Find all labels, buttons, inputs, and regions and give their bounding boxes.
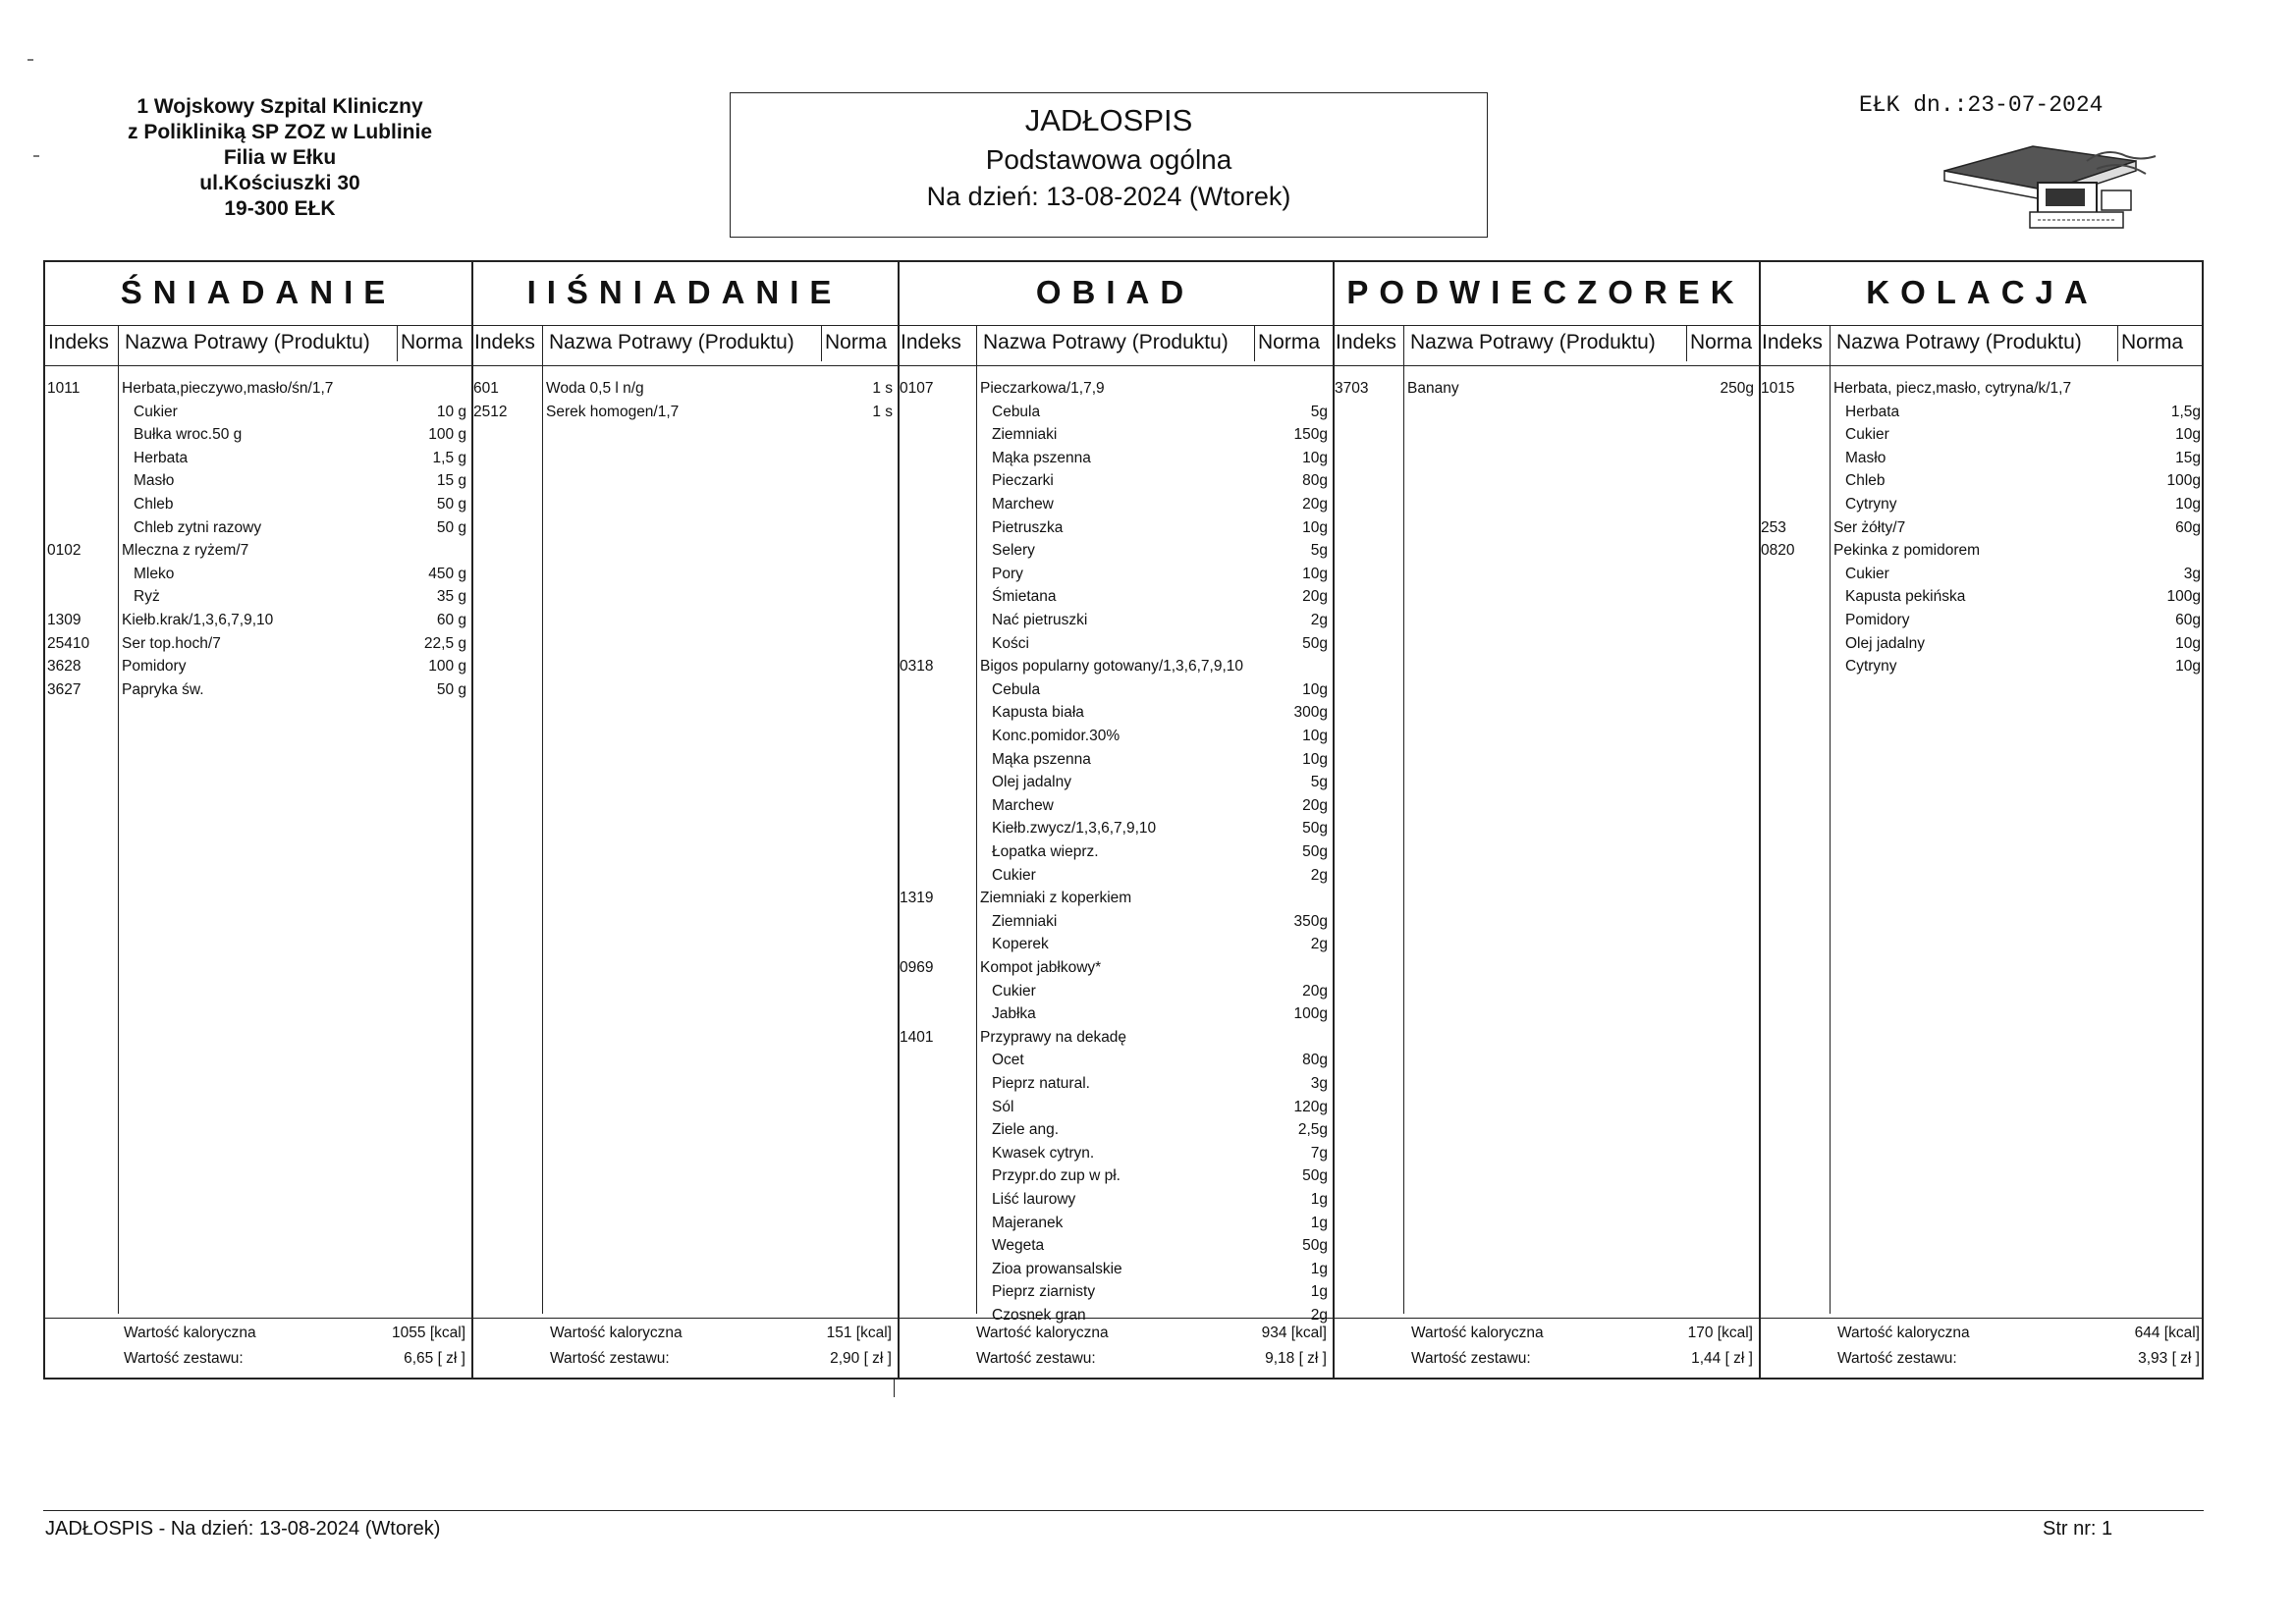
ingredient-name: Majeranek: [992, 1214, 1064, 1231]
norma-column-divider: [1686, 325, 1687, 361]
scan-mark: [27, 59, 33, 61]
ingredient-name: Wegeta: [992, 1237, 1045, 1255]
item-index: 0820: [1761, 542, 1795, 560]
dish-name: Ser żółty/7: [1833, 518, 1906, 536]
item-norma: 2,5g: [1297, 1121, 1328, 1139]
column-header-norma: Norma: [2121, 331, 2184, 353]
item-norma: 5g: [1310, 403, 1328, 420]
ingredient-name: Olej jadalny: [992, 774, 1071, 791]
ingredient-name: Chleb: [1845, 472, 1886, 490]
item-norma: 10g: [2175, 426, 2201, 444]
dish-name: Ser top.hoch/7: [122, 634, 221, 652]
ingredient-name: Ryż: [134, 588, 160, 606]
ingredient-name: Przypr.do zup w pł.: [992, 1167, 1121, 1185]
ingredient-name: Ocet: [992, 1052, 1024, 1069]
ingredient-name: Masło: [1845, 449, 1886, 466]
ingredient-name: Ziemniaki: [992, 912, 1058, 930]
calorie-value: 1055 [kcal]: [392, 1325, 465, 1341]
column-header-name: Nazwa Potrawy (Produktu): [549, 331, 794, 353]
item-index: 1401: [900, 1028, 934, 1046]
dish-name: Mleczna z ryżem/7: [122, 542, 249, 560]
meal-divider: [471, 262, 473, 1378]
column-header-norma: Norma: [1258, 331, 1321, 353]
set-value: 9,18 [ zł ]: [1265, 1350, 1327, 1367]
ingredient-name: Chleb: [134, 496, 174, 513]
item-norma: 80g: [1302, 472, 1328, 490]
item-norma: 50g: [1302, 820, 1328, 838]
set-value-label: Wartość zestawu:: [1411, 1350, 1531, 1367]
calorie-label: Wartość kaloryczna: [1837, 1325, 1970, 1341]
dish-name: Ziemniaki z koperkiem: [980, 890, 1132, 907]
diet-type: Podstawowa ogólna: [985, 144, 1232, 175]
item-norma: 100g: [2166, 472, 2201, 490]
dish-name: Woda 0,5 l n/g: [546, 380, 644, 397]
ingredient-name: Masło: [134, 472, 175, 490]
item-norma: 10g: [1302, 518, 1328, 536]
column-header-name: Nazwa Potrawy (Produktu): [1410, 331, 1656, 353]
set-value: 6,65 [ zł ]: [404, 1350, 465, 1367]
column-header-norma: Norma: [1690, 331, 1753, 353]
column-header-name: Nazwa Potrawy (Produktu): [1836, 331, 2082, 353]
column-header-name: Nazwa Potrawy (Produktu): [983, 331, 1229, 353]
item-norma: 1g: [1310, 1191, 1328, 1208]
item-norma: 100g: [1293, 1005, 1328, 1023]
footer-title: JADŁOSPIS - Na dzień: 13-08-2024 (Wtorek): [45, 1518, 441, 1540]
item-norma: 5g: [1310, 774, 1328, 791]
item-index: 3628: [47, 658, 82, 676]
ingredient-name: Mąka pszenna: [992, 449, 1091, 466]
item-norma: 250g: [1720, 380, 1754, 397]
item-norma: 10g: [1302, 565, 1328, 582]
item-norma: 15 g: [436, 472, 466, 490]
ingredient-name: Konc.pomidor.30%: [992, 728, 1121, 744]
ingredient-name: Czosnek gran: [992, 1307, 1086, 1324]
meal-heading: KOLACJA: [1866, 274, 2099, 310]
item-norma: 120g: [1293, 1098, 1328, 1115]
column-header-norma: Norma: [825, 331, 888, 353]
dish-name: Papryka św.: [122, 680, 204, 698]
item-norma: 50 g: [436, 496, 466, 513]
ingredient-name: Cukier: [992, 866, 1036, 884]
meal-divider: [898, 262, 900, 1378]
set-value: 2,90 [ zł ]: [830, 1350, 892, 1367]
index-column-divider: [118, 325, 119, 1314]
item-norma: 15g: [2175, 449, 2201, 466]
hospital-line: z Polikliniką SP ZOZ w Lublinie: [128, 121, 432, 143]
item-norma: 100g: [2166, 588, 2201, 606]
dish-name: Przyprawy na dekadę: [980, 1028, 1127, 1046]
item-norma: 150g: [1293, 426, 1328, 444]
ingredient-name: Selery: [992, 542, 1035, 560]
meal-heading: ŚNIADANIE: [120, 274, 397, 310]
item-index: 1015: [1761, 380, 1795, 397]
item-index: 0102: [47, 542, 82, 560]
item-norma: 10 g: [436, 403, 466, 420]
meal-heading: PODWIECZOREK: [1346, 274, 1745, 310]
item-norma: 1,5g: [2170, 403, 2201, 420]
item-norma: 1g: [1310, 1283, 1328, 1301]
column-header-norma: Norma: [401, 331, 464, 353]
hospital-line: Filia w Ełku: [223, 146, 337, 169]
set-value-label: Wartość zestawu:: [976, 1350, 1096, 1367]
ingredient-name: Olej jadalny: [1845, 634, 1925, 652]
item-norma: 10g: [2175, 658, 2201, 676]
ingredient-name: Marchew: [992, 796, 1054, 814]
calorie-label: Wartość kaloryczna: [976, 1325, 1109, 1341]
page-number: Str nr: 1: [2043, 1518, 2113, 1540]
ingredient-name: Cukier: [1845, 426, 1889, 444]
item-norma: 10g: [2175, 634, 2201, 652]
item-norma: 5g: [1310, 542, 1328, 560]
item-norma: 60g: [2175, 612, 2201, 628]
ingredient-name: Pieczarki: [992, 472, 1054, 490]
item-norma: 1 s: [872, 403, 893, 420]
item-norma: 1g: [1310, 1214, 1328, 1231]
ingredient-name: Cytryny: [1845, 658, 1897, 676]
hospital-line: 19-300 EŁK: [224, 197, 336, 220]
item-norma: 1g: [1310, 1260, 1328, 1277]
item-index: 601: [473, 380, 499, 397]
item-index: 3627: [47, 680, 82, 698]
item-norma: 1,5 g: [432, 449, 466, 466]
calorie-value: 644 [kcal]: [2134, 1325, 2200, 1341]
ingredient-name: Zioa prowansalskie: [992, 1260, 1122, 1277]
dish-name: Pomidory: [122, 658, 187, 676]
item-norma: 35 g: [436, 588, 466, 606]
hospital-address: [98, 94, 462, 222]
ingredient-name: Pietruszka: [992, 518, 1064, 536]
item-norma: 20g: [1302, 588, 1328, 606]
item-norma: 3g: [1310, 1075, 1328, 1092]
column-header-index: Indeks: [1336, 331, 1396, 353]
item-norma: 10g: [1302, 750, 1328, 768]
item-norma: 1 s: [872, 380, 893, 397]
ingredient-name: Cukier: [992, 982, 1036, 1000]
book-and-devices-clipart-icon: [1940, 141, 2165, 235]
ingredient-name: Bułka wroc.50 g: [134, 426, 243, 444]
item-norma: 450 g: [428, 565, 466, 582]
item-index: 0107: [900, 380, 934, 397]
index-column-divider: [976, 325, 977, 1314]
ingredient-name: Kapusta biała: [992, 704, 1084, 722]
ingredient-name: Pomidory: [1845, 612, 1910, 628]
index-column-divider: [1403, 325, 1404, 1314]
set-value-label: Wartość zestawu:: [1837, 1350, 1957, 1367]
ingredient-name: Ziele ang.: [992, 1121, 1060, 1139]
footer-divider: [43, 1510, 2204, 1511]
item-index: 1011: [47, 380, 81, 397]
column-header-name: Nazwa Potrawy (Produktu): [125, 331, 370, 353]
dish-name: Banany: [1407, 380, 1459, 397]
item-norma: 50 g: [436, 518, 466, 536]
item-index: 1309: [47, 612, 82, 628]
item-index: 0318: [900, 658, 934, 676]
summary-divider: [45, 1318, 2202, 1319]
dish-name: Herbata, piecz,masło, cytryna/k/1,7: [1833, 380, 2072, 397]
dish-name: Bigos popularny gotowany/1,3,6,7,9,10: [980, 658, 1243, 676]
calorie-label: Wartość kaloryczna: [1411, 1325, 1544, 1341]
meal-divider: [1759, 262, 1761, 1378]
item-norma: 10g: [1302, 680, 1328, 698]
ingredient-name: Pieprz natural.: [992, 1075, 1090, 1092]
ingredient-name: Nać pietruszki: [992, 612, 1088, 628]
column-header-divider: [45, 365, 2202, 366]
ingredient-name: Cebula: [992, 403, 1041, 420]
item-norma: 60 g: [436, 612, 466, 628]
item-norma: 2g: [1310, 936, 1328, 953]
ingredient-name: Marchew: [992, 496, 1054, 513]
calorie-label: Wartość kaloryczna: [550, 1325, 683, 1341]
column-divider: [894, 1380, 895, 1397]
item-index: 0969: [900, 959, 934, 976]
index-column-divider: [1830, 325, 1831, 1314]
item-norma: 20g: [1302, 796, 1328, 814]
ingredient-name: Kapusta pekińska: [1845, 588, 1966, 606]
item-norma: 50g: [1302, 1237, 1328, 1255]
column-header-index: Indeks: [1762, 331, 1823, 353]
index-column-divider: [542, 325, 543, 1314]
ingredient-name: Jabłka: [992, 1005, 1036, 1023]
item-norma: 22,5 g: [423, 634, 466, 652]
ingredient-name: Pieprz ziarnisty: [992, 1283, 1096, 1301]
place-date: EŁK dn.:23-07-2024: [1859, 92, 2104, 118]
ingredient-name: Sól: [992, 1098, 1014, 1115]
dish-name: Herbata,pieczywo,masło/śn/1,7: [122, 380, 334, 397]
column-header-index: Indeks: [48, 331, 109, 353]
item-norma: 350g: [1293, 912, 1328, 930]
ingredient-name: Chleb zytni razowy: [134, 518, 262, 536]
dish-name: Pekinka z pomidorem: [1833, 542, 1981, 560]
item-index: 2512: [473, 403, 508, 420]
ingredient-name: Pory: [992, 565, 1023, 582]
ingredient-name: Liść laurowy: [992, 1191, 1076, 1208]
item-norma: 10g: [2175, 496, 2201, 513]
item-norma: 50g: [1302, 634, 1328, 652]
norma-column-divider: [821, 325, 822, 361]
ingredient-name: Kwasek cytryn.: [992, 1144, 1095, 1162]
ingredient-name: Cukier: [1845, 565, 1889, 582]
item-index: 1319: [900, 890, 934, 907]
menu-date: Na dzień: 13-08-2024 (Wtorek): [926, 182, 1291, 211]
ingredient-name: Cebula: [992, 680, 1041, 698]
norma-column-divider: [397, 325, 398, 361]
item-norma: 100 g: [428, 426, 466, 444]
norma-column-divider: [1254, 325, 1255, 361]
ingredient-name: Ziemniaki: [992, 426, 1058, 444]
document-title: JADŁOSPIS: [1024, 103, 1193, 137]
item-norma: 2g: [1310, 1307, 1328, 1324]
dish-name: Kompot jabłkowy*: [980, 959, 1102, 976]
item-norma: 50 g: [436, 680, 466, 698]
item-norma: 80g: [1302, 1052, 1328, 1069]
column-header-index: Indeks: [901, 331, 961, 353]
ingredient-name: Cukier: [134, 403, 178, 420]
ingredient-name: Koperek: [992, 936, 1049, 953]
scan-mark: [33, 155, 39, 157]
item-norma: 7g: [1310, 1144, 1328, 1162]
item-norma: 100 g: [428, 658, 466, 676]
ingredient-name: Łopatka wieprz.: [992, 843, 1099, 860]
meal-heading: IIŚNIADANIE: [526, 274, 843, 310]
hospital-line: 1 Wojskowy Szpital Kliniczny: [137, 95, 423, 118]
set-value-label: Wartość zestawu:: [124, 1350, 244, 1367]
dish-name: Serek homogen/1,7: [546, 403, 680, 420]
ingredient-name: Mąka pszenna: [992, 750, 1091, 768]
set-value-label: Wartość zestawu:: [550, 1350, 670, 1367]
calorie-value: 934 [kcal]: [1261, 1325, 1327, 1341]
item-index: 3703: [1335, 380, 1369, 397]
ingredient-name: Herbata: [1845, 403, 1900, 420]
ingredient-name: Mleko: [134, 565, 175, 582]
item-norma: 10g: [1302, 728, 1328, 744]
meal-heading: OBIAD: [1035, 274, 1195, 310]
item-index: 253: [1761, 518, 1786, 536]
ingredient-name: Kiełb.zwycz/1,3,6,7,9,10: [992, 820, 1157, 838]
set-value: 1,44 [ zł ]: [1691, 1350, 1753, 1367]
norma-column-divider: [2117, 325, 2118, 361]
calorie-label: Wartość kaloryczna: [124, 1325, 256, 1341]
ingredient-name: Śmietana: [992, 588, 1057, 606]
title-box: [730, 92, 1488, 238]
ingredient-name: Herbata: [134, 449, 189, 466]
dish-name: Pieczarkowa/1,7,9: [980, 380, 1105, 397]
hospital-line: ul.Kościuszki 30: [199, 172, 360, 194]
item-index: 25410: [47, 634, 90, 652]
calorie-value: 170 [kcal]: [1687, 1325, 1753, 1341]
item-norma: 2g: [1310, 866, 1328, 884]
header-divider: [45, 325, 2202, 326]
item-norma: 50g: [1302, 1167, 1328, 1185]
ingredient-name: Cytryny: [1845, 496, 1897, 513]
menu-table: [43, 260, 2204, 1380]
item-norma: 300g: [1293, 704, 1328, 722]
item-norma: 20g: [1302, 982, 1328, 1000]
item-norma: 60g: [2175, 518, 2201, 536]
item-norma: 10g: [1302, 449, 1328, 466]
meal-divider: [1333, 262, 1335, 1378]
calorie-value: 151 [kcal]: [826, 1325, 892, 1341]
dish-name: Kiełb.krak/1,3,6,7,9,10: [122, 612, 274, 628]
set-value: 3,93 [ zł ]: [2138, 1350, 2200, 1367]
item-norma: 50g: [1302, 843, 1328, 860]
item-norma: 2g: [1310, 612, 1328, 628]
ingredient-name: Kości: [992, 634, 1029, 652]
column-header-index: Indeks: [474, 331, 535, 353]
item-norma: 3g: [2183, 565, 2201, 582]
item-norma: 20g: [1302, 496, 1328, 513]
